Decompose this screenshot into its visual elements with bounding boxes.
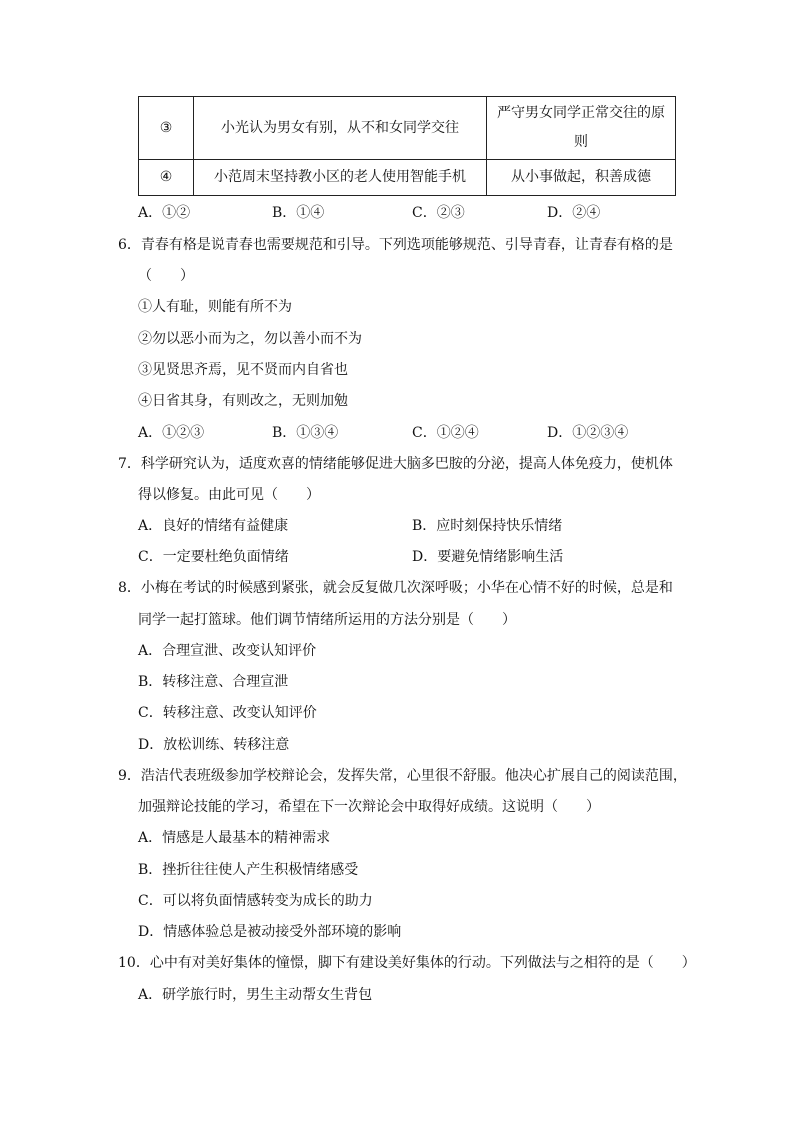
q7-option-b: B．应时刻保持快乐情绪 — [412, 518, 563, 534]
q8-option-a: A．合理宣泄、改变认知评价 — [138, 643, 317, 659]
q8-option-d: D．放松训练、转移注意 — [138, 737, 290, 753]
q9-option-a: A．情感是人最基本的精神需求 — [138, 830, 331, 846]
q5-option-d: D．②④ — [547, 205, 601, 221]
q6-item: ②勿以恶小而为之，勿以善小而不为 — [138, 331, 362, 347]
case-table — [138, 96, 676, 196]
q6-item: ①人有耻，则能有所不为 — [138, 299, 292, 315]
q6-item: ③见贤思齐焉，见不贤而内自省也 — [138, 362, 348, 378]
q9-option-d: D．情感体验总是被动接受外部环境的影响 — [138, 924, 402, 940]
table-row — [139, 160, 676, 196]
q7-stem-cont: 得以修复。由此可见（ ） — [138, 487, 320, 503]
q10-option-a: A．研学旅行时，男生主动帮女生背包 — [138, 987, 373, 1003]
q9-stem: 9．浩洁代表班级参加学校辩论会，发挥失常，心里很不舒服。他决心扩展自己的阅读范围， — [118, 768, 687, 784]
q6-option-d: D．①②③④ — [547, 425, 629, 441]
q7-stem: 7．科学研究认为，适度欢喜的情绪能够促进大脑多巴胺的分泌，提高人体免疫力，使机体 — [118, 456, 673, 472]
q6-option-b: B．①③④ — [272, 425, 339, 441]
q6-stem-cont: （ ） — [138, 268, 194, 284]
q5-option-a: A．①② — [138, 205, 191, 221]
row-number: ③ — [139, 97, 194, 160]
row-action: 小范周末坚持教小区的老人使用智能手机 — [194, 160, 487, 196]
row-principle: 从小事做起，积善成德 — [487, 160, 676, 196]
q7-option-d: D．要避免情绪影响生活 — [412, 549, 564, 565]
table-row — [139, 97, 676, 160]
row-principle-line: 严守男女同学正常交往的原 — [497, 105, 665, 121]
q8-option-c: C．转移注意、改变认知评价 — [138, 705, 317, 721]
q8-option-b: B．转移注意、合理宣泄 — [138, 674, 289, 690]
q6-option-a: A．①②③ — [138, 425, 205, 441]
q9-option-c: C．可以将负面情感转变为成长的助力 — [138, 893, 373, 909]
q7-option-c: C．一定要杜绝负面情绪 — [138, 549, 289, 565]
q8-stem-cont: 同学一起打篮球。他们调节情绪所运用的方法分别是（ ） — [138, 612, 516, 628]
row-number: ④ — [139, 160, 194, 196]
q5-option-c: C．②③ — [412, 205, 465, 221]
q9-stem-cont: 加强辩论技能的学习，希望在下一次辩论会中取得好成绩。这说明（ ） — [138, 799, 600, 815]
q7-option-a: A．良好的情绪有益健康 — [138, 518, 289, 534]
q10-stem: 10．心中有对美好集体的憧憬，脚下有建设美好集体的行动。下列做法与之相符的是（ ） — [118, 955, 696, 971]
row-principle-line: 则 — [574, 134, 588, 150]
q6-item: ④日省其身，有则改之，无则加勉 — [138, 393, 348, 409]
q9-option-b: B．挫折往往使人产生积极情绪感受 — [138, 862, 359, 878]
q6-stem: 6．青春有格是说青春也需要规范和引导。下列选项能够规范、引导青春，让青春有格的是 — [118, 237, 673, 253]
q5-option-b: B．①④ — [272, 205, 325, 221]
q8-stem: 8．小梅在考试的时候感到紧张，就会反复做几次深呼吸；小华在心情不好的时候，总是和 — [118, 580, 673, 596]
row-action: 小光认为男女有别，从不和女同学交往 — [194, 97, 487, 160]
row-principle — [487, 97, 676, 160]
q6-option-c: C．①②④ — [412, 425, 479, 441]
